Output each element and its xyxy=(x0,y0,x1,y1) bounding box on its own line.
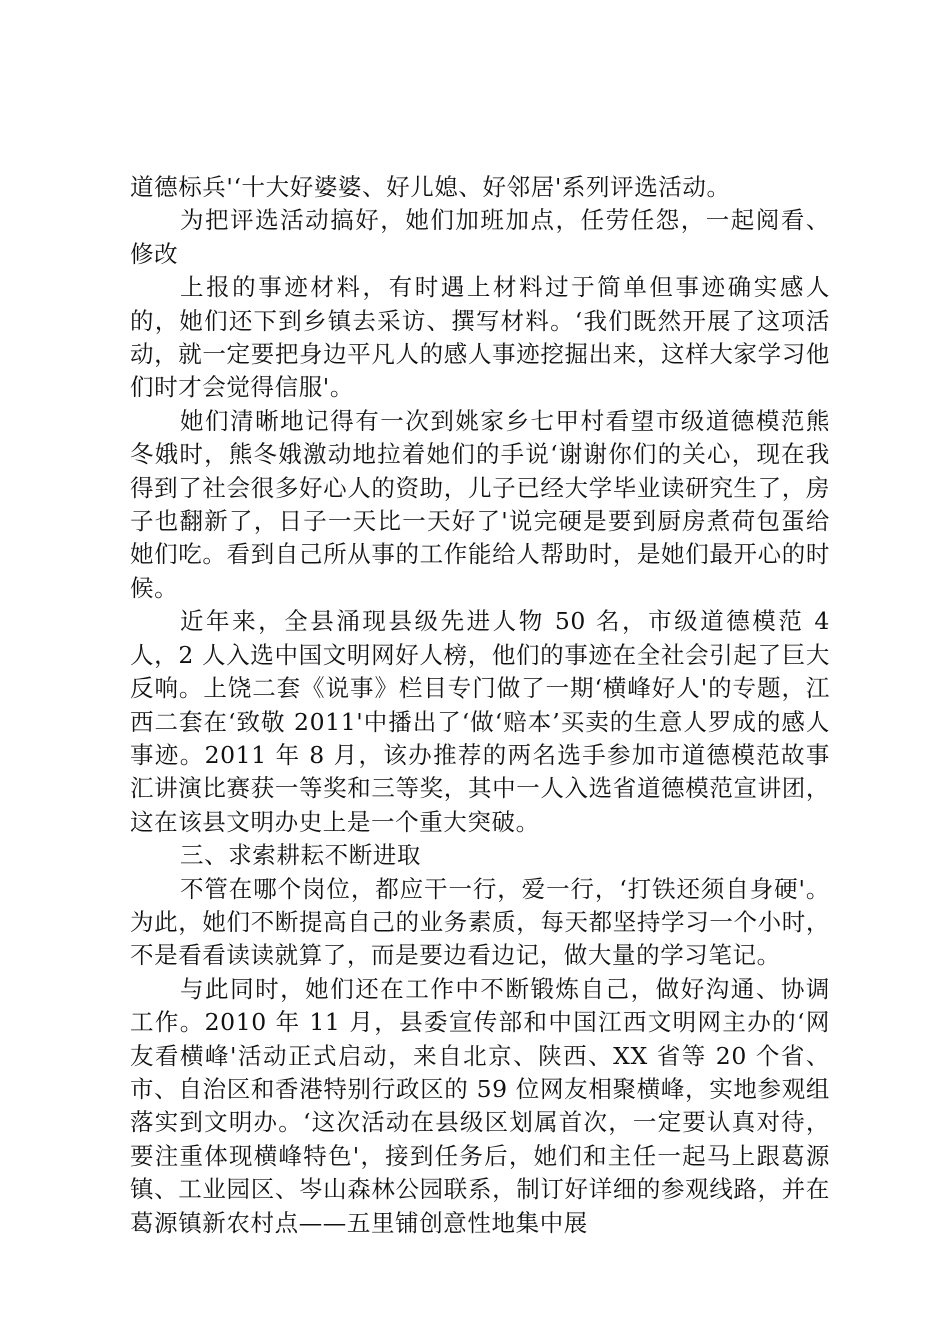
paragraph-7: 不管在哪个岗位，都应干一行，爱一行，‘打铁还须自身硬'。为此，她们不断提高自己的业务素质，每天都坚持学习一个小时，不是看看读读就算了，而是要边看边记，做大量的学习笔记。 xyxy=(130,874,830,970)
paragraph-8: 与此同时，她们还在工作中不断锻炼自己，做好沟通、协调工作。2010 年 11 月，县委宣传部和中国江西文明网主办的‘网友看横峰'活动正式启动，来自北京、陕西、XX 省等 20 个省、市、自治区和香港特别行政区的 59 位网友相聚横峰，实地参观组落实到文明办。‘这次活动在县级区划属首次，一定要认真对待，要注重体现横峰特色'，接到任务后，她们和主任一起马上跟葛源镇、工业园区、岑山森林公园联系，制订好详细的参观线路，并在葛源镇新农村点——五里铺创意性地集中展 xyxy=(130,974,830,1237)
paragraph-2: 为把评选活动搞好，她们加班加点，任劳任怨，一起阅看、修改 xyxy=(130,206,830,268)
paragraph-5: 近年来，全县涌现县级先进人物 50 名，市级道德模范 4 人，2 人入选中国文明网好人榜，他们的事迹在全社会引起了巨大反响。上饶二套《说事》栏目专门做了一期‘横峰好人'的专题，江西二套在‘致敬 2011'中播出了‘做‘赔本’买卖的生意人罗成的感人事迹。2011 年 8 月，该办推荐的两名选手参加市道德模范故事汇讲演比赛获一等奖和三等奖，其中一人入选省道德模范宣讲团，这在该县文明办史上是一个重大突破。 xyxy=(130,607,830,836)
paragraph-3: 上报的事迹材料，有时遇上材料过于简单但事迹确实感人的，她们还下到乡镇去采访、撰写材料。‘我们既然开展了这项活动，就一定要把身边平凡人的感人事迹挖掘出来，这样大家学习他们时才会觉得信服'。 xyxy=(130,273,830,402)
paragraph-4: 她们清晰地记得有一次到姚家乡七甲村看望市级道德模范熊冬娥时，熊冬娥激动地拉着她们的手说‘谢谢你们的关心，现在我得到了社会很多好心人的资助，儿子已经大学毕业读研究生了，房子也翻新了，日子一天比一天好了'说完硬是要到厨房煮荷包蛋给她们吃。看到自己所从事的工作能给人帮助时，是她们最开心的时候。 xyxy=(130,406,830,602)
paragraph-1: 道德标兵'‘十大好婆婆、好儿媳、好邻居'系列评选活动。 xyxy=(130,173,731,201)
section-heading: 三、求索耕耘不断进取 xyxy=(180,841,421,870)
document-body xyxy=(130,171,830,1240)
